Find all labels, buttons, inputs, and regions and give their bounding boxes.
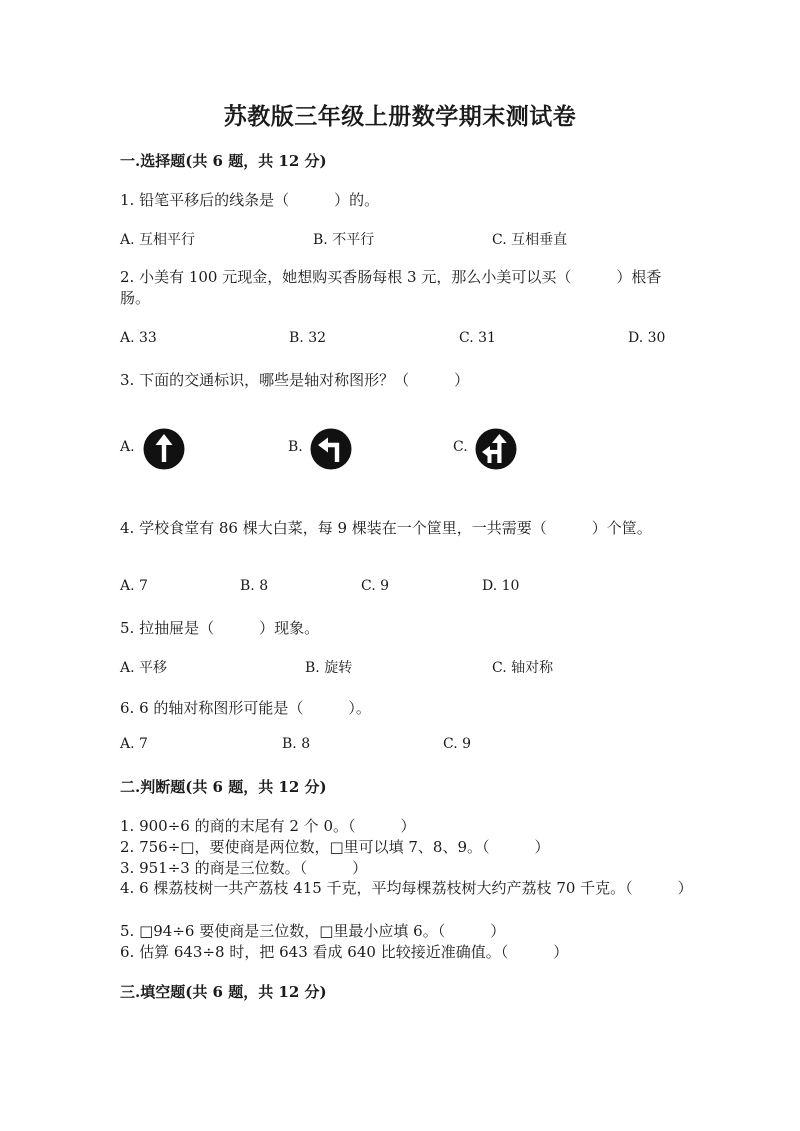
question-2-text: 2. 小美有 100 元现金，她想购买香肠每根 3 元，那么小美可以买（ ）根香肠。 xyxy=(120,268,662,307)
q6-option-a: A. 7 xyxy=(120,736,148,752)
q6-option-c: C. 9 xyxy=(443,736,472,752)
section-heading-judge: 二.判断题(共 6 题，共 12 分) xyxy=(120,778,327,796)
q6-option-b: B. 8 xyxy=(282,736,311,752)
q4-option-c: C. 9 xyxy=(361,578,390,594)
q2-option-a: A. 33 xyxy=(120,330,157,346)
question-6-text: 6. 6 的轴对称图形可能是（ ）。 xyxy=(120,699,371,717)
question-1-text: 1. 铅笔平移后的线条是（ ）的。 xyxy=(120,191,380,209)
section-heading-choice: 一.选择题(共 6 题，共 12 分) xyxy=(120,152,327,170)
q5-option-a: A. 平移 xyxy=(120,660,168,676)
q3-option-c: C. xyxy=(453,439,468,455)
q1-option-a: A. 互相平行 xyxy=(120,232,196,248)
left-and-up-sign-icon xyxy=(475,428,517,470)
q1-option-b: B. 不平行 xyxy=(313,232,375,248)
judge-item-1: 1. 900÷6 的商的末尾有 2 个 0。（ ） xyxy=(120,817,416,835)
judge-item-4: 4. 6 棵荔枝树一共产荔枝 415 千克，平均每棵荔枝树大约产荔枝 70 千克。（ ） xyxy=(120,879,693,897)
q1-option-c: C. 互相垂直 xyxy=(492,232,568,248)
judge-item-5: 5. □94÷6 要使商是三位数，□里最小应填 6。（ ） xyxy=(120,922,506,940)
judge-item-3: 3. 951÷3 的商是三位数。（ ） xyxy=(120,859,368,877)
q4-option-a: A. 7 xyxy=(120,578,148,594)
judge-item-6: 6. 估算 643÷8 时，把 643 看成 640 比较接近准确值。（ ） xyxy=(120,943,569,961)
q2-option-c: C. 31 xyxy=(459,330,496,346)
q2-option-b: B. 32 xyxy=(289,330,327,346)
turn-left-sign-icon xyxy=(310,428,352,470)
question-5-text: 5. 拉抽屉是（ ）现象。 xyxy=(120,619,320,637)
section-heading-fill: 三.填空题(共 6 题，共 12 分) xyxy=(120,983,327,1001)
q5-option-c: C. 轴对称 xyxy=(492,660,554,676)
q3-option-a: A. xyxy=(120,439,135,455)
q4-option-b: B. 8 xyxy=(240,578,269,594)
q2-option-d: D. 30 xyxy=(628,330,666,346)
question-4-text: 4. 学校食堂有 86 棵大白菜，每 9 棵装在一个筐里，一共需要（ ）个筐。 xyxy=(120,519,652,537)
q3-option-b: B. xyxy=(288,439,303,455)
page-title: 苏教版三年级上册数学期末测试卷 xyxy=(223,103,577,130)
arrow-up-sign-icon xyxy=(143,428,185,470)
judge-item-2: 2. 756÷□，要使商是两位数，□里可以填 7、8、9。（ ） xyxy=(120,838,550,856)
q5-option-b: B. 旋转 xyxy=(305,660,353,676)
question-3-text: 3. 下面的交通标识，哪些是轴对称图形？（ ） xyxy=(120,371,470,389)
q4-option-d: D. 10 xyxy=(482,578,520,594)
